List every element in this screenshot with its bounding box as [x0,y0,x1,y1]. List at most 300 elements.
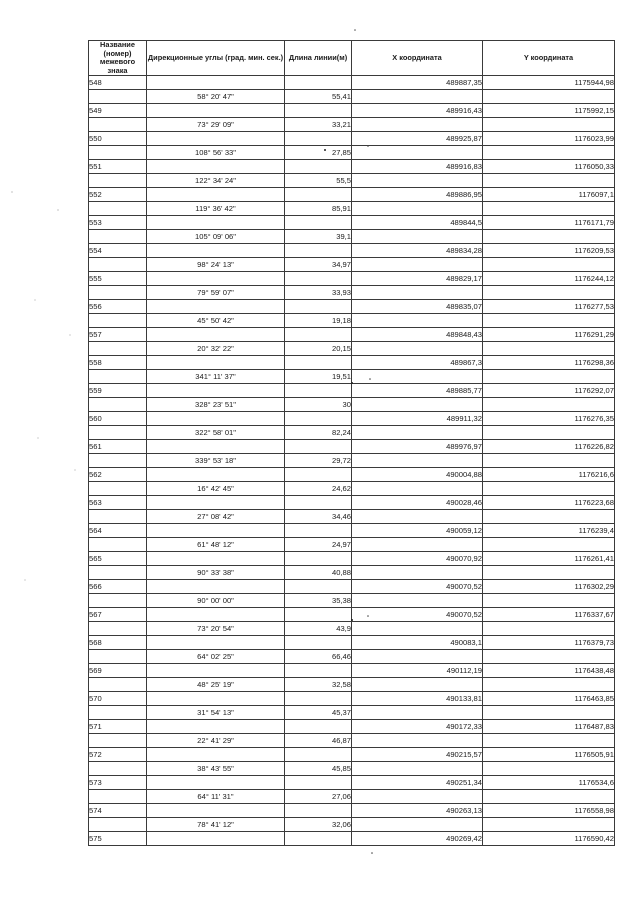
segment-row [89,818,615,832]
segment-row [89,90,615,104]
point-row [89,104,615,118]
line-length-cell: 32,58 [285,678,352,692]
y-coordinate-cell: 1176291,29 [483,328,615,342]
empty-cell [285,272,352,286]
segment-row [89,762,615,776]
empty-cell [483,790,615,804]
header-line-length: Длина линии(м) [285,41,352,76]
scan-speck [57,209,58,210]
empty-cell [483,482,615,496]
empty-cell [483,230,615,244]
empty-cell [352,706,483,720]
line-length-cell: 29,72 [285,454,352,468]
empty-cell [483,258,615,272]
y-coordinate-cell: 1176097,1 [483,188,615,202]
x-coordinate-cell: 490215,57 [352,748,483,762]
point-row [89,440,615,454]
empty-cell [147,272,285,286]
y-coordinate-cell: 1176534,6 [483,776,615,790]
empty-cell [147,552,285,566]
y-coordinate-cell: 1176337,67 [483,608,615,622]
empty-cell [483,174,615,188]
point-row [89,384,615,398]
point-row [89,748,615,762]
line-length-cell: 30 [285,398,352,412]
point-row [89,832,615,846]
empty-cell [89,90,147,104]
segment-row [89,174,615,188]
empty-cell [285,76,352,90]
empty-cell [483,454,615,468]
empty-cell [352,790,483,804]
empty-cell [285,468,352,482]
empty-cell [285,524,352,538]
empty-cell [483,706,615,720]
point-row [89,328,615,342]
point-name-cell: 573 [89,776,147,790]
scan-speck [69,334,70,335]
empty-cell [89,482,147,496]
direction-angle-cell: 31° 54' 13" [147,706,285,720]
point-name-cell: 560 [89,412,147,426]
direction-angle-cell: 16° 42' 45" [147,482,285,496]
y-coordinate-cell: 1176302,29 [483,580,615,594]
empty-cell [285,188,352,202]
empty-cell [285,216,352,230]
y-coordinate-cell: 1176023,99 [483,132,615,146]
empty-cell [352,314,483,328]
direction-angle-cell: 45° 50' 42" [147,314,285,328]
empty-cell [89,454,147,468]
point-name-cell: 562 [89,468,147,482]
empty-cell [285,356,352,370]
empty-cell [285,776,352,790]
empty-cell [285,664,352,678]
x-coordinate-cell: 490028,46 [352,496,483,510]
direction-angle-cell: 108° 56' 33" [147,146,285,160]
direction-angle-cell: 322° 58' 01" [147,426,285,440]
point-name-cell: 553 [89,216,147,230]
empty-cell [352,258,483,272]
segment-row [89,314,615,328]
x-coordinate-cell: 489911,32 [352,412,483,426]
scan-speck [24,579,25,580]
point-row [89,160,615,174]
empty-cell [147,300,285,314]
line-length-cell: 19,18 [285,314,352,328]
y-coordinate-cell: 1176239,4 [483,524,615,538]
y-coordinate-cell: 1176216,6 [483,468,615,482]
empty-cell [147,468,285,482]
point-name-cell: 564 [89,524,147,538]
direction-angle-cell: 90° 00' 00" [147,594,285,608]
empty-cell [483,510,615,524]
y-coordinate-cell: 1175992,15 [483,104,615,118]
x-coordinate-cell: 489829,17 [352,272,483,286]
y-coordinate-cell: 1176558,98 [483,804,615,818]
point-name-cell: 556 [89,300,147,314]
line-length-cell: 35,38 [285,594,352,608]
point-name-cell: 552 [89,188,147,202]
point-row [89,272,615,286]
empty-cell [285,608,352,622]
segment-row [89,538,615,552]
point-name-cell: 565 [89,552,147,566]
scan-speck [371,852,373,854]
point-name-cell: 563 [89,496,147,510]
direction-angle-cell: 119° 36' 42" [147,202,285,216]
empty-cell [89,426,147,440]
empty-cell [352,118,483,132]
segment-row [89,118,615,132]
line-length-cell: 82,24 [285,426,352,440]
segment-row [89,622,615,636]
empty-cell [483,370,615,384]
direction-angle-cell: 48° 25' 19" [147,678,285,692]
line-length-cell: 20,15 [285,342,352,356]
direction-angle-cell: 64° 02' 25" [147,650,285,664]
direction-angle-cell: 90° 33' 38" [147,566,285,580]
empty-cell [483,650,615,664]
y-coordinate-cell: 1176463,85 [483,692,615,706]
point-name-cell: 551 [89,160,147,174]
line-length-cell: 55,5 [285,174,352,188]
empty-cell [89,202,147,216]
x-coordinate-cell: 490070,92 [352,552,483,566]
segment-row [89,258,615,272]
y-coordinate-cell: 1176292,07 [483,384,615,398]
segment-row [89,678,615,692]
empty-cell [147,76,285,90]
empty-cell [483,678,615,692]
y-coordinate-cell: 1176171,79 [483,216,615,230]
y-coordinate-cell: 1176223,68 [483,496,615,510]
point-row [89,692,615,706]
point-row [89,580,615,594]
y-coordinate-cell: 1176050,33 [483,160,615,174]
direction-angle-cell: 78° 41' 12" [147,818,285,832]
empty-cell [352,678,483,692]
point-row [89,188,615,202]
x-coordinate-cell: 489848,43 [352,328,483,342]
empty-cell [352,650,483,664]
scan-speck [37,437,38,438]
line-length-cell: 33,93 [285,286,352,300]
empty-cell [352,370,483,384]
point-name-cell: 550 [89,132,147,146]
point-row [89,608,615,622]
segment-row [89,482,615,496]
empty-cell [89,762,147,776]
empty-cell [147,496,285,510]
empty-cell [352,510,483,524]
point-row [89,552,615,566]
y-coordinate-cell: 1176277,53 [483,300,615,314]
empty-cell [147,160,285,174]
scan-speck [74,469,75,470]
line-length-cell: 45,37 [285,706,352,720]
empty-cell [483,314,615,328]
line-length-cell: 34,46 [285,510,352,524]
empty-cell [352,202,483,216]
line-length-cell: 46,87 [285,734,352,748]
x-coordinate-cell: 489976,97 [352,440,483,454]
empty-cell [483,538,615,552]
empty-cell [483,118,615,132]
point-name-cell: 574 [89,804,147,818]
empty-cell [147,748,285,762]
point-name-cell: 549 [89,104,147,118]
header-x-coordinate: X координата [352,41,483,76]
segment-row [89,734,615,748]
point-name-cell: 570 [89,692,147,706]
empty-cell [352,90,483,104]
empty-cell [285,552,352,566]
empty-cell [89,118,147,132]
segment-row [89,706,615,720]
point-name-cell: 558 [89,356,147,370]
direction-angle-cell: 64° 11' 31" [147,790,285,804]
line-length-cell: 24,97 [285,538,352,552]
line-length-cell: 27,06 [285,790,352,804]
empty-cell [89,594,147,608]
empty-cell [89,678,147,692]
y-coordinate-cell: 1176244,12 [483,272,615,286]
line-length-cell: 66,46 [285,650,352,664]
empty-cell [285,384,352,398]
segment-row [89,566,615,580]
point-name-cell: 561 [89,440,147,454]
point-row [89,636,615,650]
point-name-cell: 559 [89,384,147,398]
x-coordinate-cell: 490133,81 [352,692,483,706]
survey-coordinates-sheet [88,40,614,846]
empty-cell [352,538,483,552]
x-coordinate-cell: 490083,1 [352,636,483,650]
empty-cell [89,510,147,524]
empty-cell [285,748,352,762]
y-coordinate-cell: 1176261,41 [483,552,615,566]
empty-cell [147,216,285,230]
line-length-cell: 43,9 [285,622,352,636]
boundary-coordinates-table [88,40,615,846]
empty-cell [483,734,615,748]
empty-cell [285,412,352,426]
empty-cell [147,384,285,398]
empty-cell [89,286,147,300]
point-row [89,300,615,314]
empty-cell [352,174,483,188]
empty-cell [352,818,483,832]
direction-angle-cell: 58° 20' 47" [147,90,285,104]
empty-cell [89,734,147,748]
point-row [89,776,615,790]
empty-cell [89,650,147,664]
line-length-cell: 55,41 [285,90,352,104]
empty-cell [89,370,147,384]
empty-cell [147,328,285,342]
point-row [89,244,615,258]
direction-angle-cell: 73° 29' 09" [147,118,285,132]
empty-cell [285,636,352,650]
x-coordinate-cell: 489834,28 [352,244,483,258]
line-length-cell: 45,85 [285,762,352,776]
x-coordinate-cell: 489885,77 [352,384,483,398]
segment-row [89,370,615,384]
line-length-cell: 85,91 [285,202,352,216]
y-coordinate-cell: 1176438,48 [483,664,615,678]
empty-cell [285,440,352,454]
empty-cell [147,720,285,734]
point-name-cell: 571 [89,720,147,734]
empty-cell [285,496,352,510]
empty-cell [147,412,285,426]
empty-cell [285,132,352,146]
empty-cell [483,622,615,636]
point-row [89,76,615,90]
empty-cell [89,230,147,244]
empty-cell [483,146,615,160]
empty-cell [483,426,615,440]
line-length-cell: 33,21 [285,118,352,132]
x-coordinate-cell: 490070,52 [352,580,483,594]
point-name-cell: 568 [89,636,147,650]
point-row [89,468,615,482]
segment-row [89,398,615,412]
x-coordinate-cell: 490263,13 [352,804,483,818]
empty-cell [147,776,285,790]
empty-cell [89,258,147,272]
direction-angle-cell: 61° 48' 12" [147,538,285,552]
direction-angle-cell: 20° 32' 22" [147,342,285,356]
empty-cell [483,594,615,608]
empty-cell [285,580,352,594]
segment-row [89,510,615,524]
empty-cell [352,566,483,580]
empty-cell [285,244,352,258]
x-coordinate-cell: 489867,3 [352,356,483,370]
table-body [89,76,615,846]
direction-angle-cell: 105° 09' 06" [147,230,285,244]
y-coordinate-cell: 1176505,91 [483,748,615,762]
point-name-cell: 575 [89,832,147,846]
segment-row [89,202,615,216]
empty-cell [89,146,147,160]
empty-cell [147,664,285,678]
empty-cell [352,454,483,468]
x-coordinate-cell: 489886,95 [352,188,483,202]
segment-row [89,650,615,664]
x-coordinate-cell: 490172,33 [352,720,483,734]
direction-angle-cell: 339° 53' 18" [147,454,285,468]
point-name-cell: 557 [89,328,147,342]
point-name-cell: 548 [89,76,147,90]
point-row [89,132,615,146]
y-coordinate-cell: 1176298,36 [483,356,615,370]
x-coordinate-cell: 490112,19 [352,664,483,678]
point-name-cell: 554 [89,244,147,258]
point-name-cell: 567 [89,608,147,622]
segment-row [89,342,615,356]
point-row [89,216,615,230]
y-coordinate-cell: 1175944,98 [483,76,615,90]
segment-row [89,594,615,608]
x-coordinate-cell: 489925,87 [352,132,483,146]
point-row [89,356,615,370]
line-length-cell: 24,62 [285,482,352,496]
line-length-cell: 32,06 [285,818,352,832]
empty-cell [147,608,285,622]
x-coordinate-cell: 490004,88 [352,468,483,482]
segment-row [89,426,615,440]
empty-cell [285,720,352,734]
header-point-name: Название (номер) межевого знака [89,41,147,76]
direction-angle-cell: 73° 20' 54" [147,622,285,636]
point-row [89,524,615,538]
point-name-cell: 569 [89,664,147,678]
empty-cell [89,538,147,552]
line-length-cell: 27,85 [285,146,352,160]
x-coordinate-cell: 490059,12 [352,524,483,538]
scan-speck [34,299,35,300]
empty-cell [483,398,615,412]
empty-cell [483,566,615,580]
empty-cell [285,804,352,818]
point-row [89,412,615,426]
segment-row [89,146,615,160]
empty-cell [483,762,615,776]
point-row [89,804,615,818]
point-name-cell: 555 [89,272,147,286]
empty-cell [147,132,285,146]
empty-cell [285,328,352,342]
x-coordinate-cell: 489887,35 [352,76,483,90]
x-coordinate-cell: 489835,07 [352,300,483,314]
y-coordinate-cell: 1176209,53 [483,244,615,258]
line-length-cell: 19,51 [285,370,352,384]
empty-cell [352,622,483,636]
direction-angle-cell: 341° 11' 37" [147,370,285,384]
empty-cell [147,580,285,594]
line-length-cell: 39,1 [285,230,352,244]
table-header [89,41,615,76]
empty-cell [352,286,483,300]
empty-cell [285,104,352,118]
empty-cell [147,440,285,454]
y-coordinate-cell: 1176379,73 [483,636,615,650]
x-coordinate-cell: 489916,83 [352,160,483,174]
empty-cell [352,342,483,356]
segment-row [89,790,615,804]
direction-angle-cell: 122° 34' 24" [147,174,285,188]
empty-cell [147,804,285,818]
direction-angle-cell: 79° 59' 07" [147,286,285,300]
empty-cell [285,300,352,314]
empty-cell [483,90,615,104]
empty-cell [89,790,147,804]
x-coordinate-cell: 489844,5 [352,216,483,230]
point-row [89,720,615,734]
empty-cell [285,832,352,846]
x-coordinate-cell: 490070,52 [352,608,483,622]
empty-cell [89,174,147,188]
x-coordinate-cell: 490251,34 [352,776,483,790]
empty-cell [147,832,285,846]
empty-cell [89,398,147,412]
y-coordinate-cell: 1176276,35 [483,412,615,426]
empty-cell [89,566,147,580]
segment-row [89,454,615,468]
